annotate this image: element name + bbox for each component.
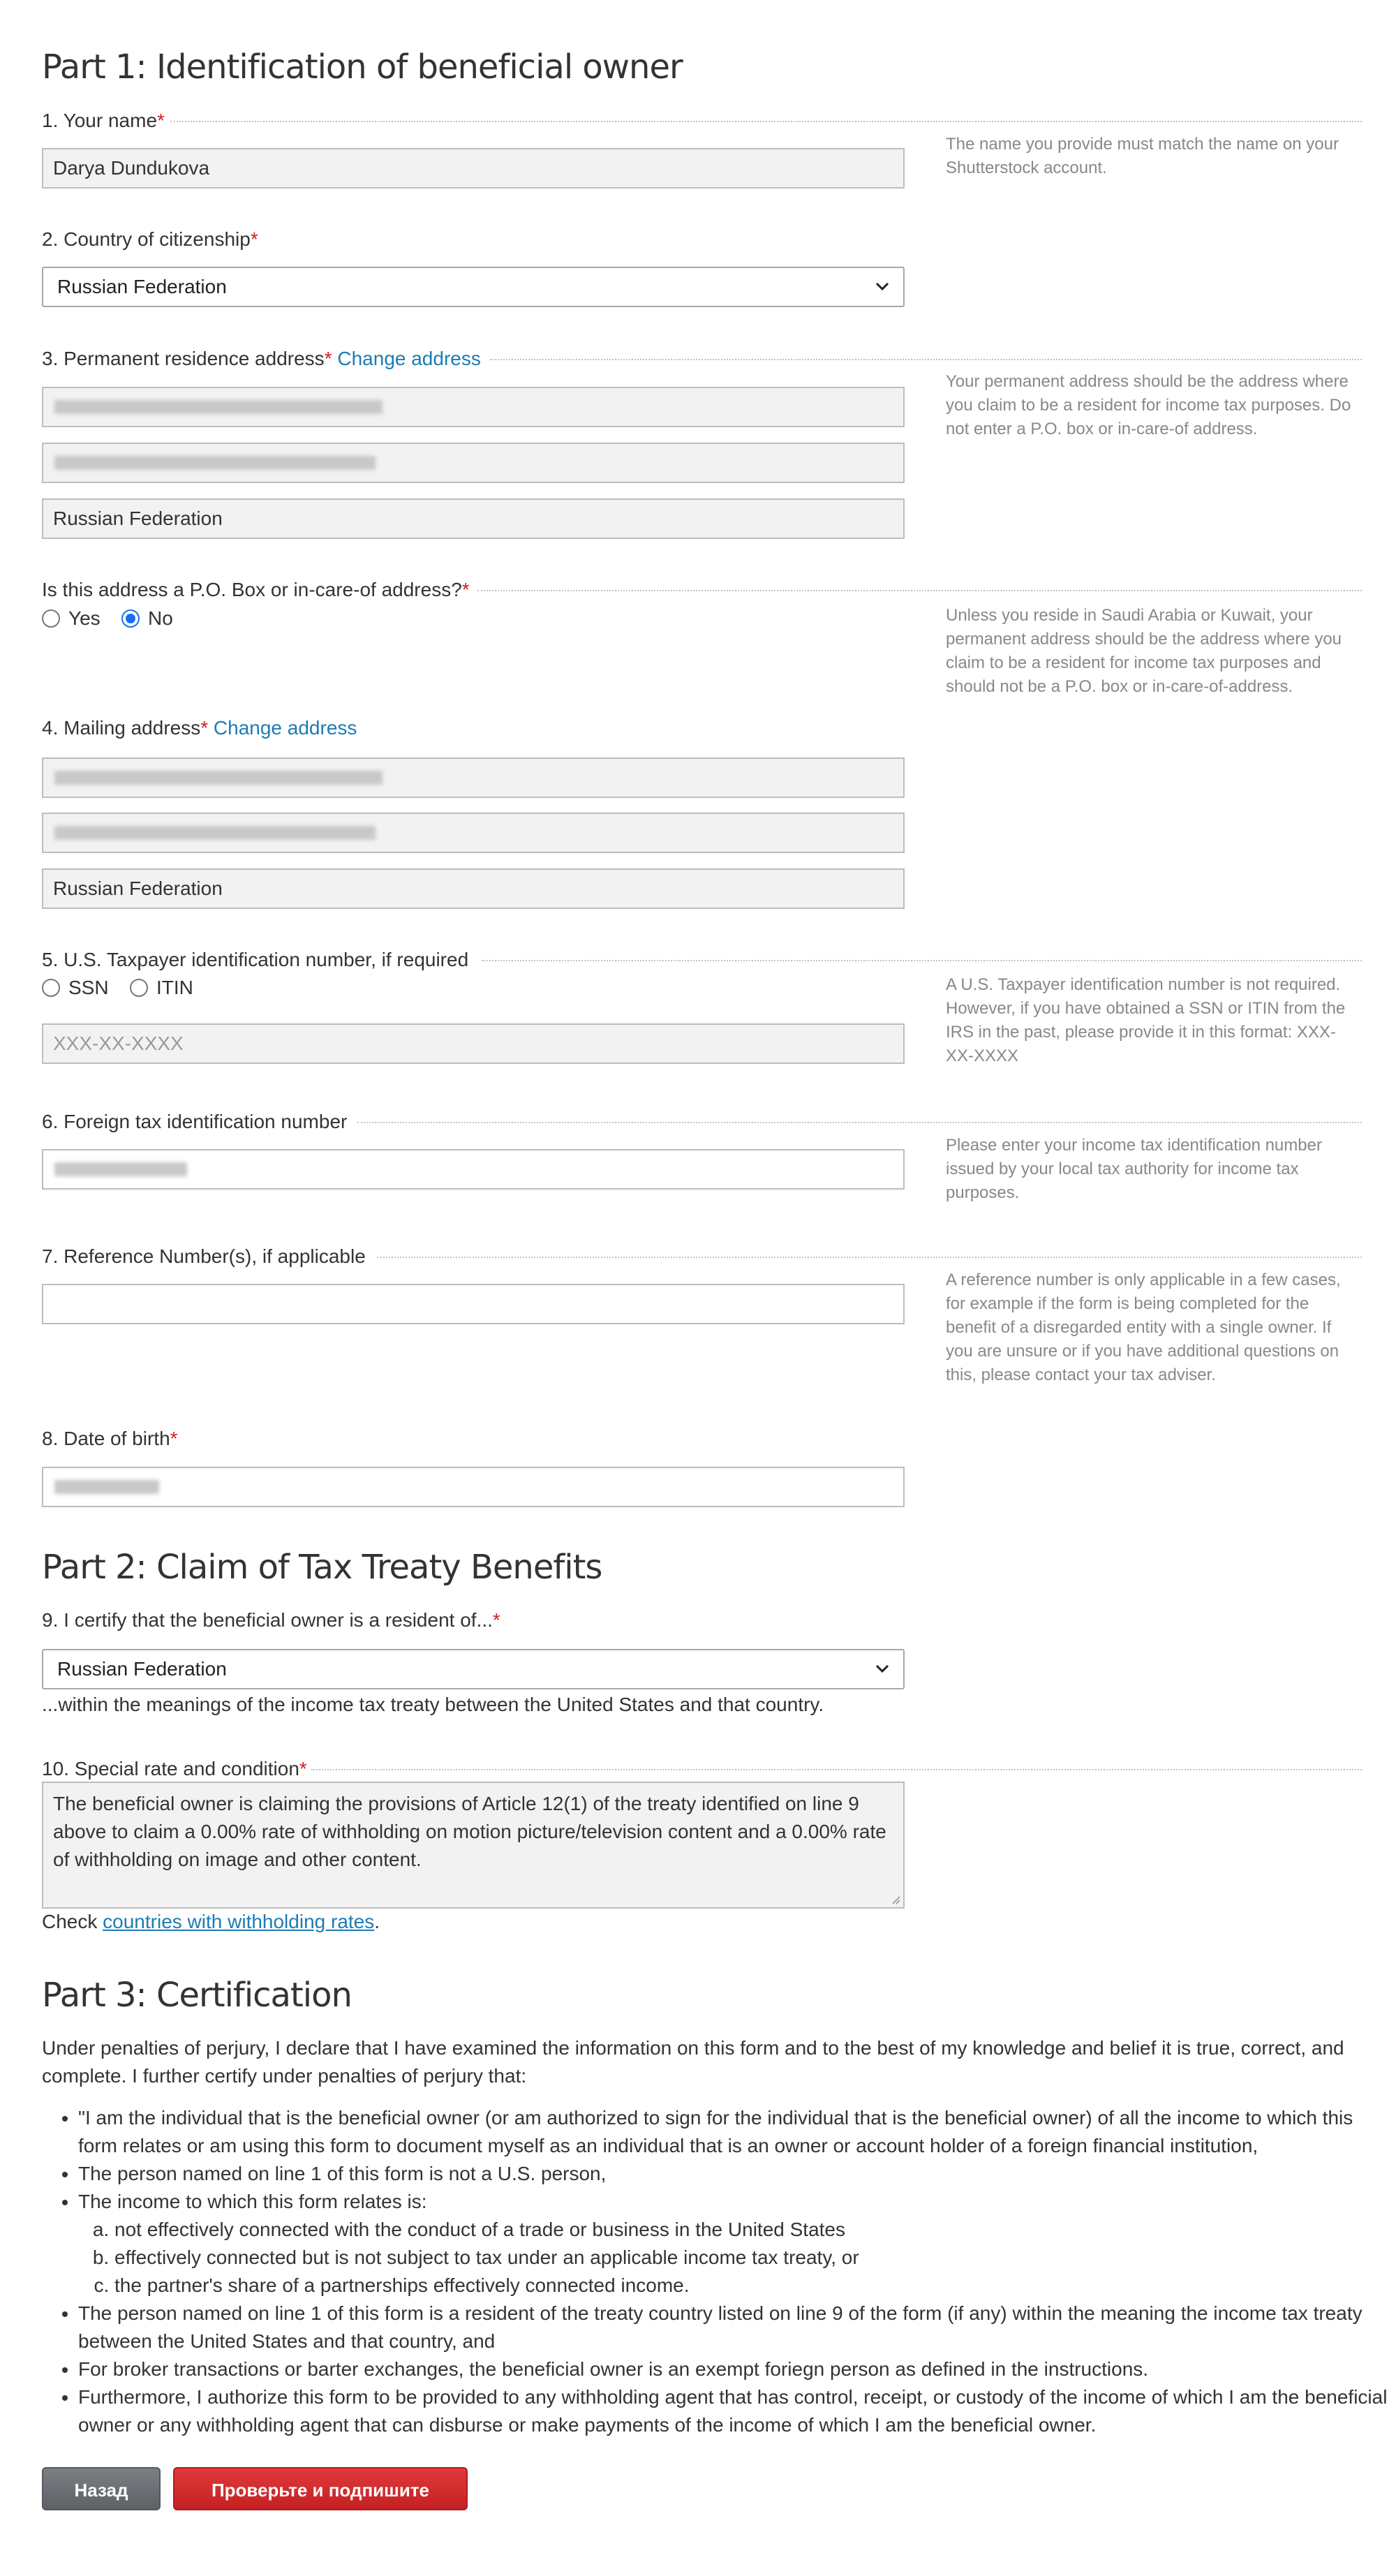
list-item: • The person named on line 1 of this form is a resident of the treaty country listed on line 9 of the form (if any) within the meaning the income tax treaty between the United States and that country, and: [78, 2300, 1396, 2355]
po-box-question-label: Is this address a P.O. Box or in-care-of address?*: [42, 579, 470, 600]
divider: [490, 359, 1362, 360]
us-tin-label: 5. U.S. Taxpayer identification number, if required: [42, 949, 469, 970]
list-item: • "I am the individual that is the beneficial owner (or am authorized to sign for the individual that is the beneficial owner) of all the income to which this form relates or am using this form to document myself as an individual that is an owner or account holder of a foreign financial institution,: [78, 2104, 1396, 2160]
po-box-no-radio[interactable]: [121, 609, 140, 628]
list-item: • The income to which this form relates is: a. not effectively connected with the conduct of a trade or business in the United States b. effectively connected but is not subject to tax under an applicable income tax treaty, or c. the partner's share of a partnerships effectively connected income.: [78, 2188, 1396, 2300]
divider: [377, 1257, 1362, 1258]
dob-label: 8. Date of birth*: [42, 1428, 178, 1449]
mailing-address-line1[interactable]: [42, 757, 905, 798]
po-box-no-label: No: [148, 607, 173, 629]
resident-country-select[interactable]: Russian Federation: [42, 1649, 905, 1689]
po-box-help-text: Unless you reside in Saudi Arabia or Kuwait, your permanent address should be the address where you claim to be a resident for income tax purposes and should not be a P.O. box or in-care-of-address.: [946, 606, 1342, 696]
ssn-radio[interactable]: [42, 979, 60, 997]
redacted-text: [54, 1162, 187, 1176]
reference-number-help-text: A reference number is only applicable in a few cases, for example if the form is being completed for the benefit of a disregarded entity with a single owner. If you are unsure or if you have additional questions on this, please contact your tax adviser.: [946, 1271, 1341, 1384]
foreign-tin-label: 6. Foreign tax identification number: [42, 1111, 348, 1132]
redacted-text: [54, 826, 376, 840]
back-button[interactable]: Назад: [42, 2467, 161, 2510]
name-label: 1. Your name*: [42, 110, 165, 131]
name-help-text: The name you provide must match the name on your Shutterstock account.: [946, 135, 1339, 177]
chevron-down-icon: [868, 1650, 896, 1688]
resident-of-label: 9. I certify that the beneficial owner is a resident of...*: [42, 1609, 500, 1631]
part1-title: Part 1: Identification of beneficial owner: [42, 47, 683, 87]
special-rate-textarea[interactable]: The beneficial owner is claiming the provisions of Article 12(1) of the treaty identified on line 9 above to claim a 0.00% rate of withholding on motion picture/television content and a 0.00% rate of withholding on image and other content.: [42, 1782, 905, 1909]
special-rate-label: 10. Special rate and condition*: [42, 1758, 307, 1779]
withholding-rates-link[interactable]: countries with withholding rates: [103, 1911, 375, 1932]
list-item: a. not effectively connected with the conduct of a trade or business in the United States: [114, 2216, 1396, 2244]
chevron-down-icon: [868, 268, 896, 306]
mailing-address-label: 4. Mailing address* Change address: [42, 717, 357, 739]
po-box-yes-label: Yes: [68, 607, 101, 629]
reference-number-label: 7. Reference Number(s), if applicable: [42, 1245, 366, 1267]
mailing-country-input[interactable]: Russian Federation: [42, 868, 905, 909]
name-input[interactable]: Darya Dundukova: [42, 148, 905, 188]
foreign-tin-input[interactable]: [42, 1149, 905, 1190]
list-item: b. effectively connected but is not subject to tax under an applicable income tax treaty, or: [114, 2244, 1396, 2272]
resize-handle-icon[interactable]: [889, 1893, 900, 1904]
certification-list: [42, 2104, 1396, 2439]
list-item: • The person named on line 1 of this form is not a U.S. person,: [78, 2160, 1396, 2188]
redacted-text: [54, 400, 383, 414]
list-item: c. the partner's share of a partnerships effectively connected income.: [114, 2272, 1396, 2300]
part2-title: Part 2: Claim of Tax Treaty Benefits: [42, 1548, 602, 1587]
divider: [170, 121, 1362, 122]
list-item: • Furthermore, I authorize this form to be provided to any withholding agent that has control, receipt, or custody of the income of which I am the beneficial owner or any withholding agent that can disburse or make payments of the income of which I am the beneficial owner.: [78, 2383, 1396, 2439]
foreign-tin-help-text: Please enter your income tax identification number issued by your local tax authority for income tax purposes.: [946, 1136, 1322, 1202]
redacted-text: [54, 1480, 159, 1494]
divider: [477, 590, 1362, 591]
divider: [311, 1769, 1362, 1770]
withholding-rates-note: Check countries with withholding rates.: [42, 1911, 380, 1932]
reference-number-input[interactable]: [42, 1284, 905, 1324]
certification-intro: Under penalties of perjury, I declare that I have examined the information on this form and to the best of my knowledge and belief it is true, correct, and complete. I further certify under penalties of perjury that:: [42, 2037, 1344, 2087]
residence-address-line1[interactable]: [42, 387, 905, 427]
change-mailing-address-link[interactable]: Change address: [213, 717, 357, 739]
review-and-sign-button[interactable]: Проверьте и подпишите: [173, 2467, 468, 2510]
citizenship-label: 2. Country of citizenship*: [42, 228, 258, 250]
mailing-address-line2[interactable]: [42, 813, 905, 853]
us-tin-input[interactable]: XXX-XX-XXXX: [42, 1023, 905, 1064]
residence-country-input[interactable]: Russian Federation: [42, 498, 905, 539]
dob-input[interactable]: [42, 1467, 905, 1507]
po-box-yes-radio[interactable]: [42, 609, 60, 628]
divider: [482, 960, 1362, 961]
ssn-label: SSN: [68, 977, 109, 998]
divider: [357, 1122, 1362, 1123]
redacted-text: [54, 456, 376, 470]
residence-address-line2[interactable]: [42, 443, 905, 483]
change-residence-address-link[interactable]: Change address: [337, 348, 481, 369]
citizenship-select[interactable]: Russian Federation: [42, 267, 905, 307]
treaty-note: ...within the meanings of the income tax treaty between the United States and that country.: [42, 1694, 824, 1715]
itin-radio[interactable]: [130, 979, 148, 997]
itin-label: ITIN: [156, 977, 193, 998]
us-tin-help-text: A U.S. Taxpayer identification number is not required. However, if you have obtained a SSN or ITIN from the IRS in the past, please provide it in this format: XXX-XX-XXXX: [946, 975, 1346, 1065]
part3-title: Part 3: Certification: [42, 1976, 352, 2015]
list-item: • For broker transactions or barter exchanges, the beneficial owner is an exempt foriegn person as defined in the instructions.: [78, 2355, 1396, 2383]
residence-address-help-text: Your permanent address should be the address where you claim to be a resident for income tax purposes. Do not enter a P.O. box or in-care-of address.: [946, 372, 1351, 438]
residence-address-label: 3. Permanent residence address* Change address: [42, 348, 481, 369]
redacted-text: [54, 771, 383, 785]
